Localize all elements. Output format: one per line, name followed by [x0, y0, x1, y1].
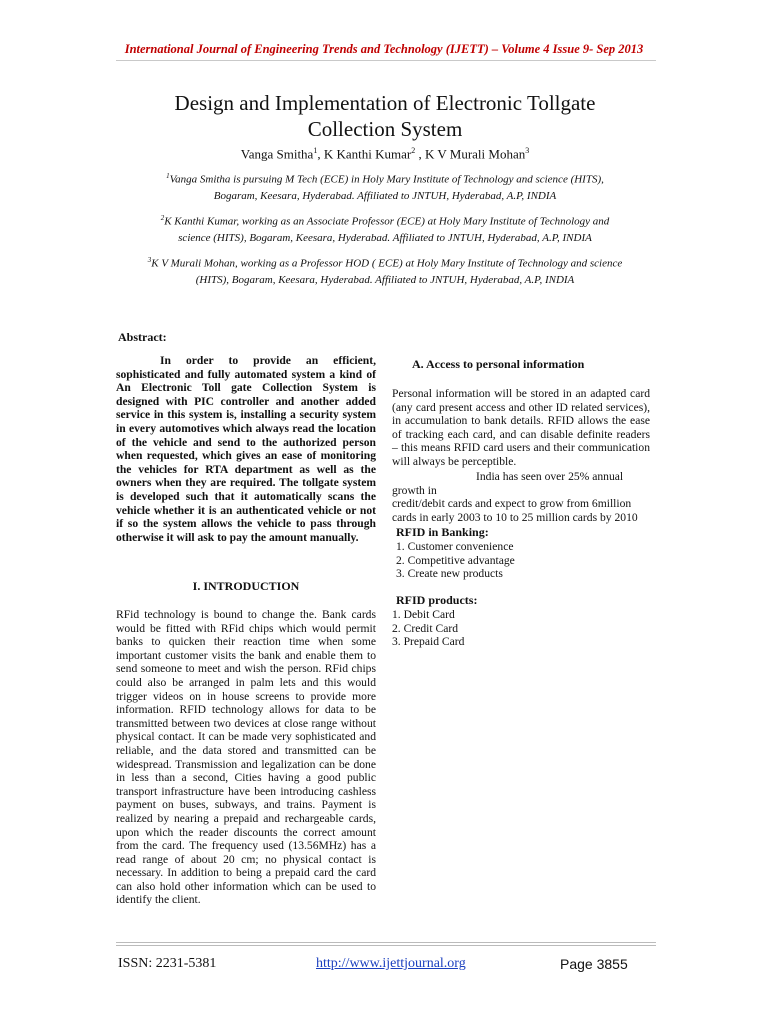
affiliation-line: K Kanthi Kumar, working as an Associate Professor (ECE) at Holy Mary Institute of Technology and	[164, 215, 610, 228]
issn-label: ISSN: 2231-5381	[118, 956, 217, 971]
affiliation-3	[130, 252, 640, 288]
india-line: cards in early 2003 to 10 to 25 million cards by 2010	[392, 510, 638, 524]
title-line-1: Design and Implementation of Electronic Tollgate	[174, 91, 596, 115]
author-name: K Kanthi Kumar	[323, 146, 412, 162]
title-line-2: Collection System	[307, 117, 463, 141]
affiliation-line: Bogaram, Keesara, Hyderabad. Affiliated to JNTUH, Hyderabad, A.P, INDIA	[213, 189, 557, 202]
affiliation-sup: 3	[147, 256, 152, 264]
abstract-heading: Abstract:	[118, 330, 167, 344]
author-name: K V Murali Mohan	[424, 146, 526, 162]
section-a-body: Personal information will be stored in an adapted card (any card present access and other ID related services), in accumulation to bank details. RFID allows the ease of tracking each card, and can disable definite readers – this means RFID card users and their communication will always be perceptible.	[392, 387, 650, 468]
affiliation-line: Vanga Smitha is pursuing M Tech (ECE) in Holy Mary Institute of Technology and science (HITS),	[169, 173, 604, 186]
india-line: India has seen over 25% annual growth in	[392, 470, 624, 497]
list-item: 3. Create new products	[396, 567, 503, 581]
affiliation-line: K V Murali Mohan, working as a Professor HOD ( ECE) at Holy Mary Institute of Technology and science	[151, 257, 623, 270]
list-item: 1. Customer convenience	[396, 540, 514, 553]
india-growth-paragraph	[392, 470, 650, 524]
author-name: Vanga Smitha	[240, 146, 314, 162]
paper-title	[120, 90, 650, 142]
footer-divider	[116, 945, 656, 946]
list-item: 1. Debit Card	[392, 608, 455, 621]
rfid-products-heading: RFID products:	[396, 593, 478, 607]
india-line: credit/debit cards and expect to grow from 6million	[392, 497, 632, 511]
rfid-banking-list	[396, 540, 515, 581]
section-a-heading: A. Access to personal information	[412, 357, 585, 371]
page-number: Page 3855	[560, 956, 628, 972]
affiliation-sup: 2	[160, 214, 165, 222]
author-list: Vanga Smitha$^1$, K Kanthi Kumar$^2$ , K V Murali Mohan$^3$	[240, 146, 530, 162]
introduction-heading: I. INTRODUCTION	[192, 579, 300, 593]
author-sup: 1	[313, 146, 318, 155]
author-sup: 2	[411, 146, 416, 155]
header-divider	[116, 60, 656, 61]
rfid-banking-heading: RFID in Banking:	[396, 525, 489, 539]
affiliation-2	[130, 210, 640, 246]
rfid-products-list	[392, 608, 464, 649]
abstract-body: In order to provide an efficient, sophisticated and fully automated system a kind of An Electronic Toll gate Collection System is designed with PIC controller and another added service in this system is, installing a security system in every automotives which always read the location of the vehicle and send to the authorized person when requested, which gives an ease of monitoring the vehicles for RTA department as well as the owners when they are required. The tollgate system is developed such that it automatically scans the vehicle whether it is an authenticated vehicle or not if so the system allows the vehicle to pass through otherwise it will ask to pay the amount manually.	[116, 354, 376, 544]
affiliation-1	[130, 168, 640, 204]
affiliation-sup: 1	[166, 172, 170, 180]
list-item: 2. Competitive advantage	[396, 553, 515, 567]
affiliation-line: science (HITS), Bogaram, Keesara, Hyderabad. Affiliated to JNTUH, Hyderabad, A.P, INDIA	[178, 231, 592, 244]
affiliation-line: (HITS), Bogaram, Keesara, Hyderabad. Affiliated to JNTUH, Hyderabad, A.P, INDIA	[195, 273, 575, 286]
list-item: 3. Prepaid Card	[392, 635, 465, 649]
introduction-body: RFid technology is bound to change the. Bank cards would be fitted with RFid chips which would permit banks to quicken their reaction time when some important customer visits the bank and enable them to send someone to meet and wish the person. RFid chips could also be arranged in palm lets and this would trigger videos on in house screens to provide more information. RFID technology allows for data to be transmitted between two devices at close range without physical contact. It can be made very sophisticated and reliable, and the data stored and transmitted can be widespread. Transmission and legalization can be done in less than a second, Cities having a good public transport infrastructure have been introducing cashless payment on buses, subways, and trains. Payment is realized by nearing a prepaid and rechargeable cards, upon which the reader discounts the correct amount from the card. The frequency used (13.56MHz) has a read range of about 20 cm; no physical contact is necessary. In addition to being a prepaid card the card can also hold other information which can be used to identify the client.	[116, 608, 376, 907]
author-sup: 3	[525, 146, 530, 155]
list-item: 2. Credit Card	[392, 621, 459, 635]
footer-divider	[116, 942, 656, 943]
journal-link[interactable]: http://www.ijettjournal.org	[316, 956, 466, 971]
journal-header: International Journal of Engineering Trends and Technology (IJETT) – Volume 4 Issue 9- Sep 2013	[124, 42, 644, 56]
